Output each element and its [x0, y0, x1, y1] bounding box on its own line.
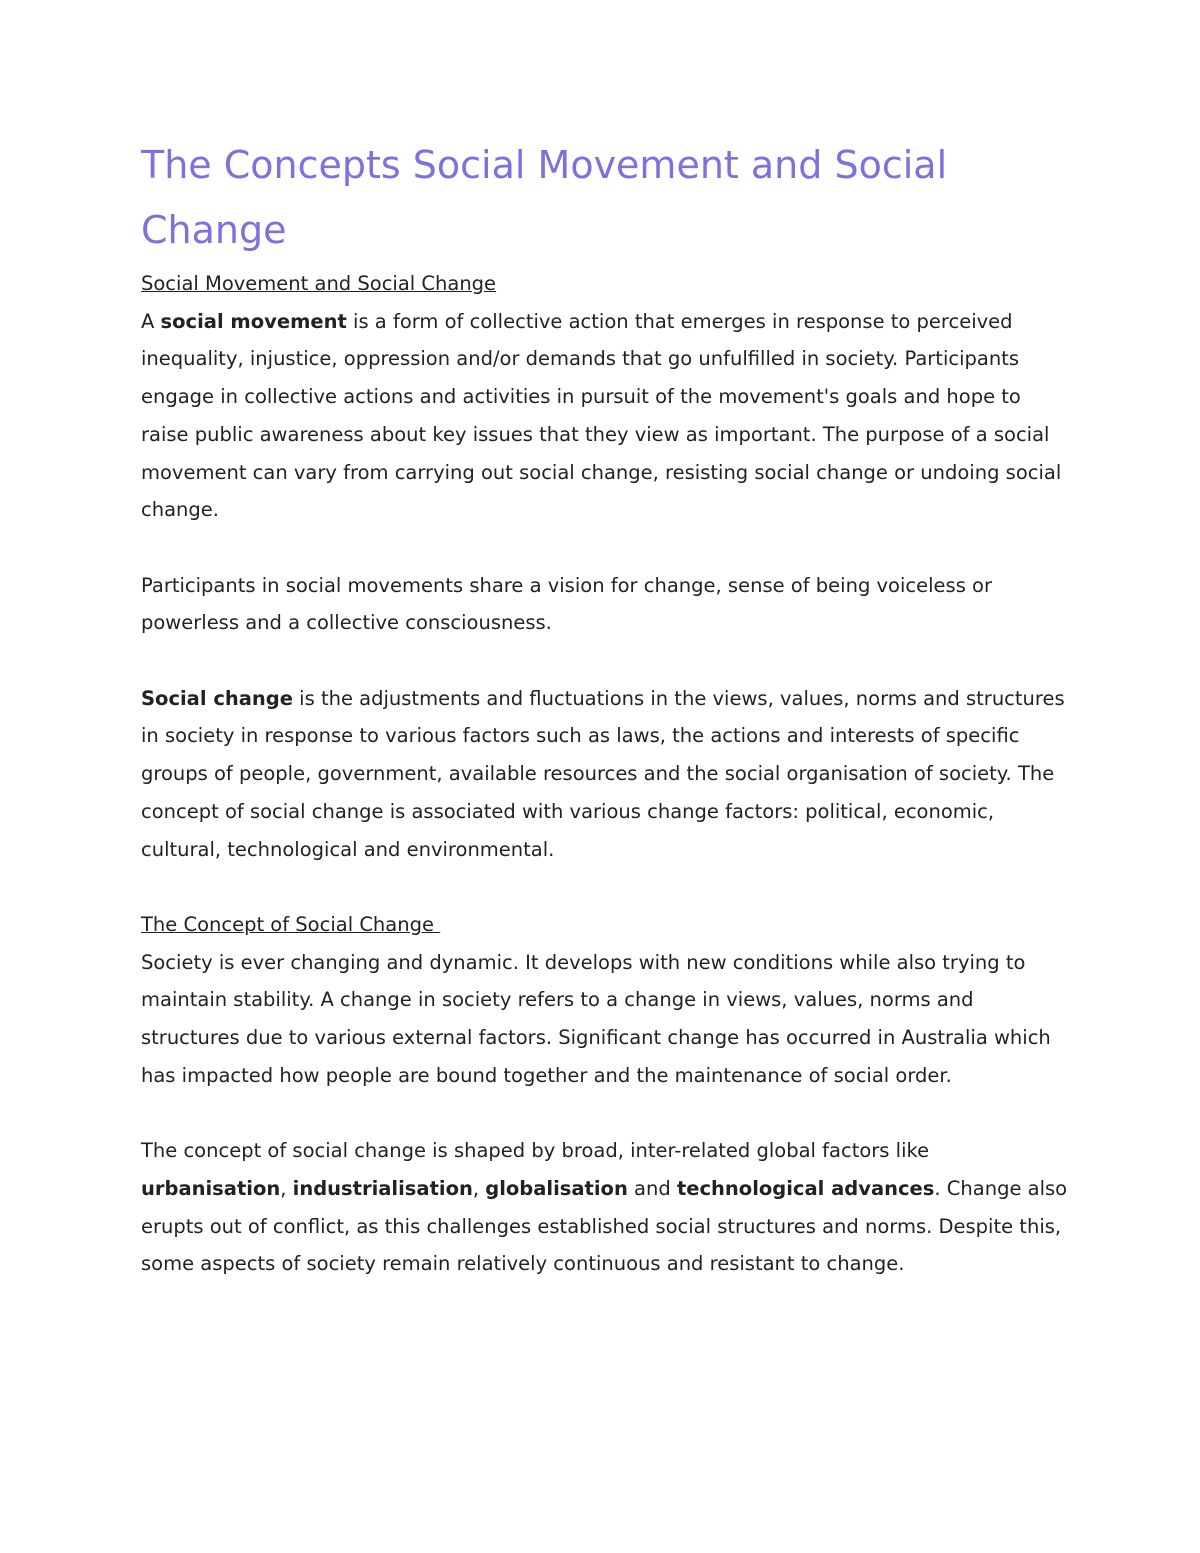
bold-term-industrialisation: industrialisation: [292, 1176, 473, 1200]
bold-term-globalisation: globalisation: [485, 1176, 628, 1200]
text-run: ,: [472, 1176, 486, 1200]
section-heading-social-movement: Social Movement and Social Change: [141, 272, 497, 295]
paragraph-social-change-definition: [141, 680, 1071, 869]
paragraph-spacer: [141, 868, 1071, 906]
bold-term-urbanisation: urbanisation: [141, 1176, 281, 1200]
paragraph-spacer: [141, 1094, 1071, 1132]
paragraph-society-dynamic: Society is ever changing and dynamic. It develops with new conditions while also trying to maintain stability. A change in society refers to a change in views, values, norms and structures due to various external factors. Significant change has occurred in Australia which has impacted how people are bound together and the maintenance of social order.: [141, 950, 1051, 1087]
section-heading-concept-of-social-change: The Concept of Social Change: [141, 912, 441, 936]
text-run: is the adjustments and fluctuations in the views, values, norms and structures in society in response to various factors such as laws, the actions and interests of specific groups of people, government, available resources and the social organisation of society. The concept of social change is associated with various change factors: political, economic, cultural, technological and environmental.: [141, 686, 1065, 861]
document-content: [141, 133, 1071, 1283]
text-run: A: [141, 309, 161, 333]
text-run: The concept of social change is shaped by broad, inter-related global factors like: [141, 1139, 930, 1163]
paragraph-global-factors: [141, 1132, 1071, 1283]
paragraph-participants: Participants in social movements share a vision for change, sense of being voiceless or powerless and a collective consciousness.: [141, 573, 993, 635]
text-run: . Change also erupts out of conflict, as this challenges established social structures and norms. Despite this, some aspects of society remain relatively continuous and resistant to change.: [141, 1176, 1068, 1276]
text-run: ,: [280, 1176, 293, 1200]
paragraph-social-movement-definition: [141, 303, 1071, 529]
text-run: and: [627, 1176, 677, 1200]
paragraph-spacer: [141, 529, 1071, 567]
bold-term-technological-advances: technological advances: [676, 1176, 935, 1200]
text-run: is a form of collective action that emerges in response to perceived inequality, injustice, oppression and/or demands that go unfulfilled in society. Participants engage in collective actions and activities in pursuit of the movement's goals and hope to raise public awareness about key issues that they view as important. The purpose of a social movement can vary from carrying out social change, resisting social change or undoing social change.: [141, 309, 1062, 522]
document-title: The Concepts Social Movement and Social Change: [141, 143, 948, 252]
bold-term-social-movement: social movement: [160, 309, 347, 333]
paragraph-spacer: [141, 642, 1071, 680]
bold-term-social-change: Social change: [141, 686, 293, 710]
